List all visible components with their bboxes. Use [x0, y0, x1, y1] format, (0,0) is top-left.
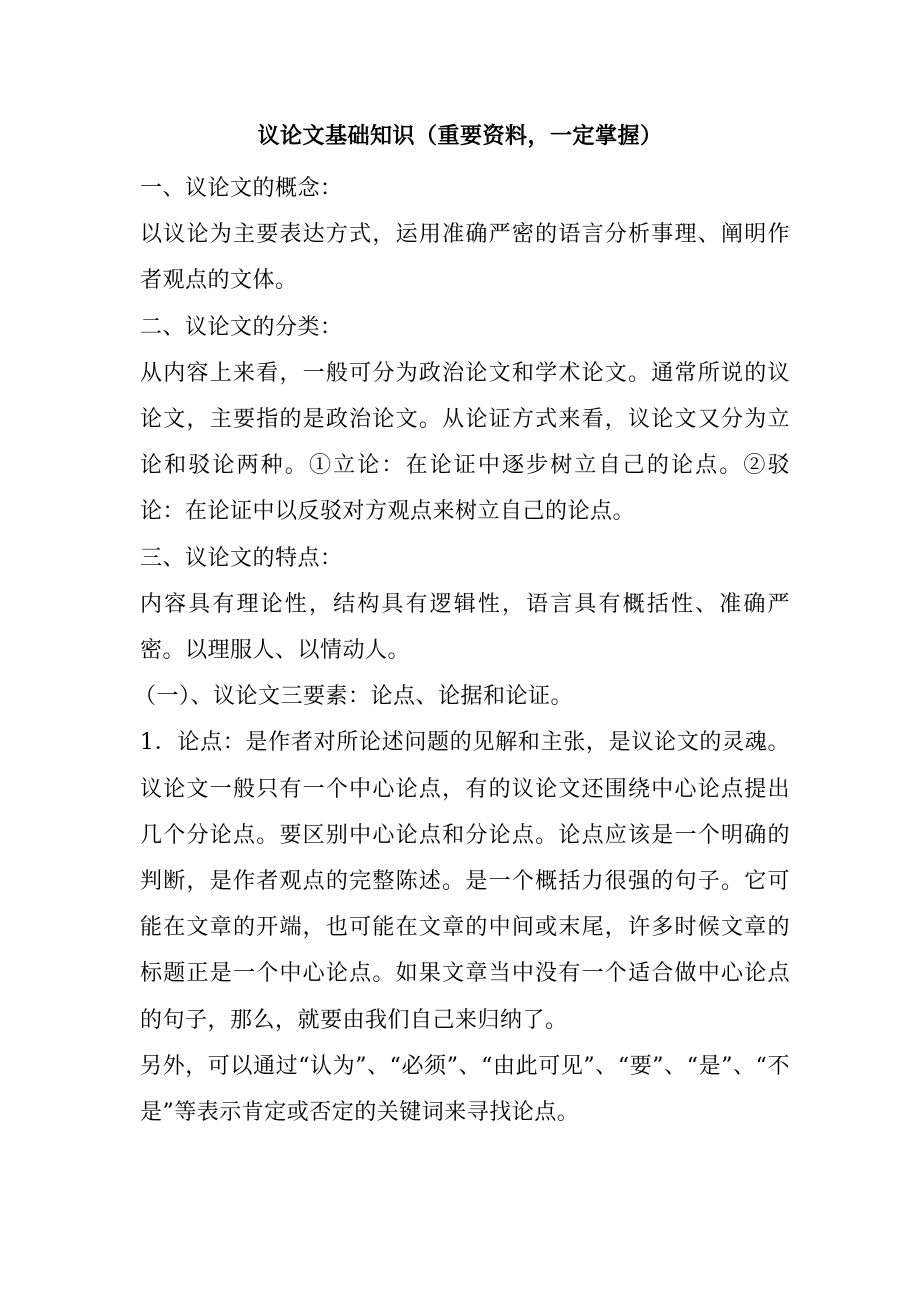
paragraph-keywords: 另外，可以通过“认为”、“必须”、“由此可见”、“要”、“是”、“不是”等表示肯定或否定的关键词来寻找论点。	[140, 1053, 790, 1126]
paragraph-thesis: 1．论点：是作者对所论述问题的见解和主张，是议论文的灵魂。议论文一般只有一个中心论点，有的议论文还围绕中心论点提出几个分论点。要区别中心论点和分论点。论点应该是一个明确的判断，是作者观点的完整陈述。是一个概括力很强的句子。它可能在文章的开端，也可能在文章的中间或末尾，许多时候文章的标题正是一个中心论点。如果文章当中没有一个适合做中心论点的句子，那么，就要由我们自己来归纳了。	[140, 730, 790, 1033]
section-heading-features: 三、议论文的特点：	[140, 545, 343, 571]
section-heading-concept: 一、议论文的概念：	[140, 176, 343, 201]
paragraph-features: 内容具有理论性，结构具有逻辑性，语言具有概括性、准确严密。以理服人、以情动人。	[140, 591, 790, 664]
paragraph-classification: 从内容上来看，一般可分为政治论文和学术论文。通常所说的议论文，主要指的是政治论文。从论证方式来看，议论文又分为立论和驳论两种。①立论：在论证中逐步树立自己的论点。②驳论：在论证中以反驳对方观点来树立自己的论点。	[140, 360, 790, 525]
paragraph-concept: 以议论为主要表达方式，运用准确严密的语言分析事理、阐明作者观点的文体。	[140, 222, 790, 294]
section-heading-classification: 二、议论文的分类：	[140, 314, 343, 340]
subsection-heading-three-elements: （一）、议论文三要素：论点、论据和论证。	[134, 684, 574, 710]
document-body	[134, 166, 790, 1136]
document-title: 议论文基础知识（重要资料，一定掌握）	[257, 123, 663, 149]
